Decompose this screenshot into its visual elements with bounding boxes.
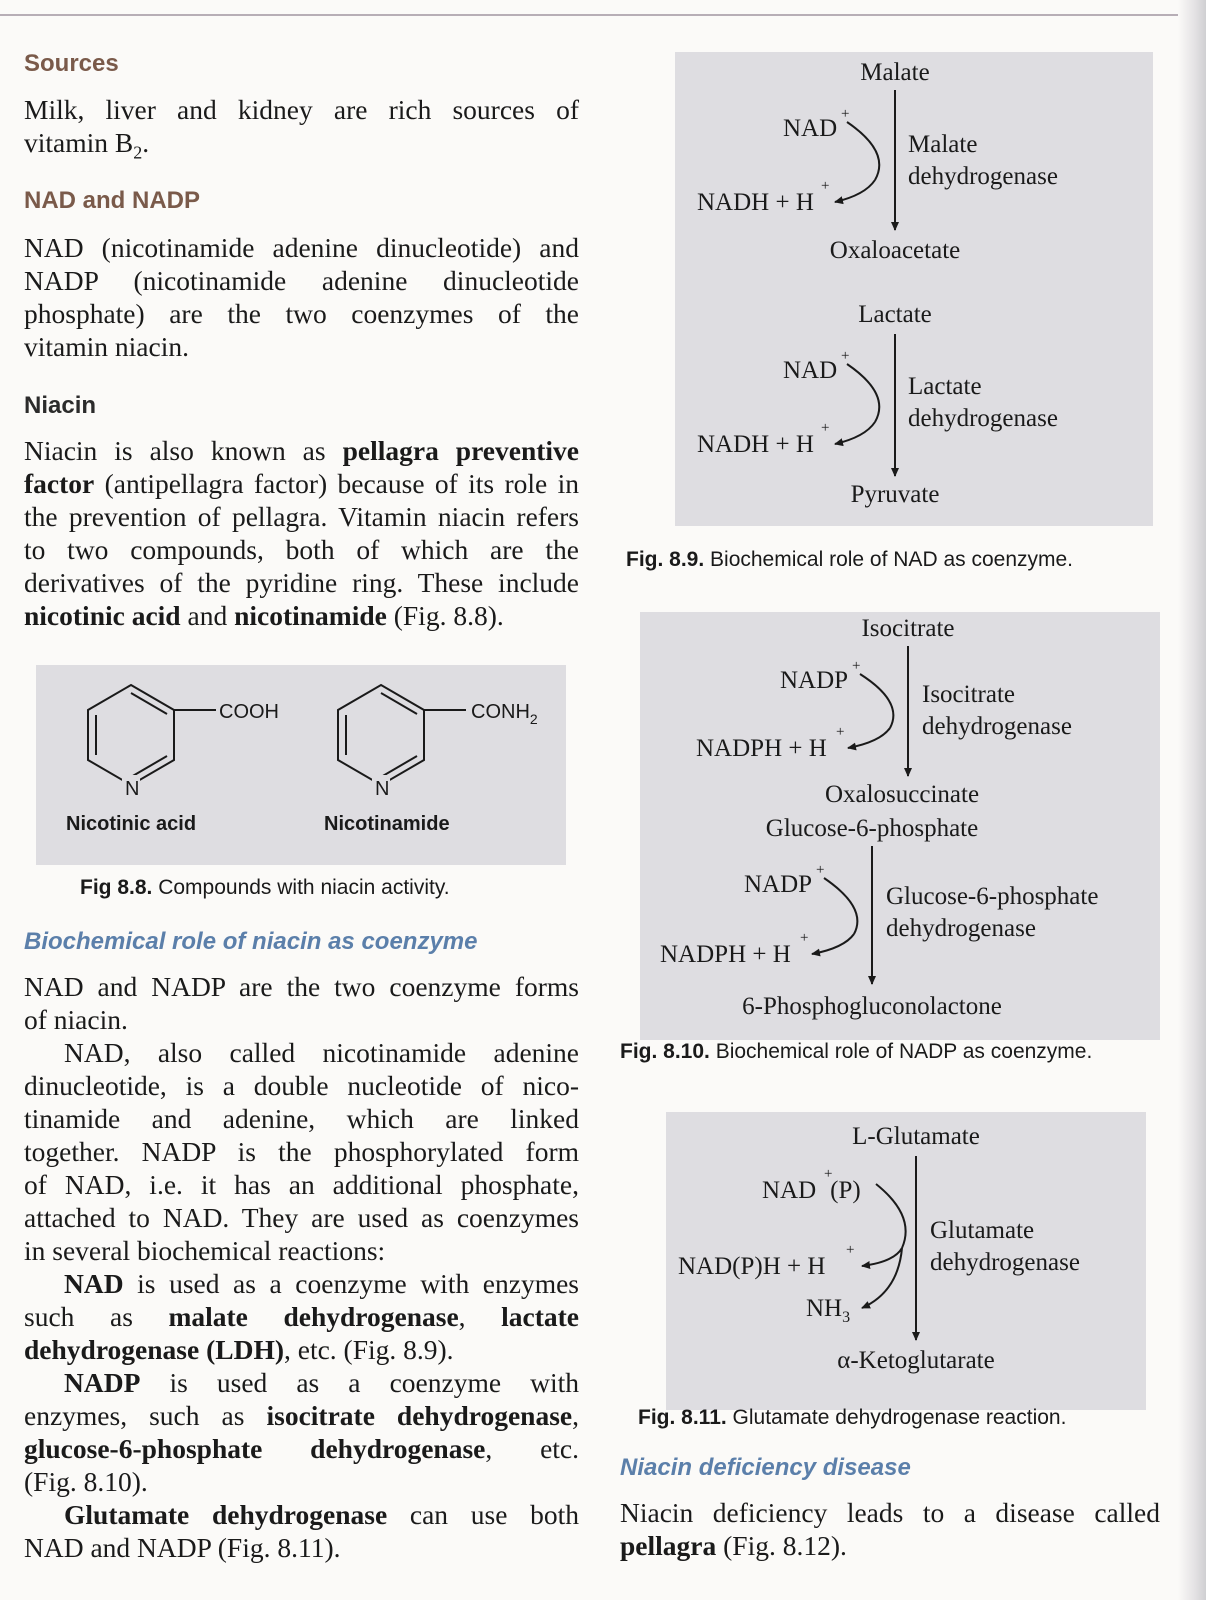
- nadph-out-label-2: NADPH + H: [660, 941, 791, 968]
- niacin-paragraph: [24, 434, 579, 632]
- g6p-enzyme-line1: Glucose-6-phosphate: [886, 883, 1099, 910]
- niacin-line-5: derivatives of the pyridine ring. These include: [24, 567, 579, 598]
- biochem-line-1: NAD and NADP are the two coenzyme forms: [24, 971, 579, 1002]
- niacin-line-6: nicotinic acid and nicotinamide (Fig. 8.8).: [24, 600, 504, 631]
- isocitrate-enzyme-line2: dehydrogenase: [922, 713, 1072, 740]
- figure-8-10: [640, 612, 1160, 1040]
- glu-use-line-2: NAD and NADP (Fig. 8.11).: [24, 1532, 341, 1563]
- nicotinic-acid-ring: [88, 685, 216, 785]
- glutamate-curve-bottom: [862, 1248, 902, 1308]
- nadph-out-sup-3: +: [846, 1242, 855, 1258]
- figure-8-11: [666, 1112, 1146, 1410]
- cooh-label: COOH: [219, 701, 279, 723]
- conh2-label: $CONH_2$: [471, 701, 538, 727]
- isocitrate-curve-bottom: [848, 728, 890, 748]
- isocitrate-label: Isocitrate: [861, 615, 955, 642]
- biochem-line-8: attached to NAD. They are used as coenzymes: [24, 1202, 579, 1233]
- figure-8-10-caption: Fig. 8.10. Biochemical role of NADP as coenzyme.: [620, 1040, 1093, 1063]
- nad-nadp-line-2: NADP (nicotinamide adenine dinucleotide: [24, 265, 579, 296]
- figure-8-8-caption: Fig 8.8. Compounds with niacin activity.: [80, 876, 450, 899]
- nad-nadp-line-1: NAD (nicotinamide adenine dinucleotide) and: [24, 232, 579, 263]
- biochem-line-7: of NAD, i.e. it has an additional phosphate,: [24, 1169, 579, 1200]
- lactate-enzyme-line2: dehydrogenase: [908, 405, 1058, 432]
- niacin-line-3: the prevention of pellagra. Vitamin niacin refers: [24, 501, 579, 532]
- page-top-rule: [0, 14, 1206, 16]
- oxalosuccinate-label: Oxalosuccinate: [824, 781, 980, 808]
- figure-8-10-diagram: [640, 612, 1160, 1040]
- g6p-curve-bottom: [812, 934, 854, 954]
- nad-in-label-2: NAD: [783, 357, 838, 384]
- nh3-label: $NH_3$: [806, 1295, 851, 1326]
- biochem-heading: Biochemical role of niacin as coenzyme: [24, 928, 478, 955]
- figure-8-9-caption: Fig. 8.9. Biochemical role of NAD as coenzyme.: [626, 548, 1073, 571]
- nad-in-label: NAD: [783, 115, 838, 142]
- nadp-in-sup-2: +: [816, 862, 825, 878]
- glutamate-enzyme-line1: Glutamate: [930, 1217, 1035, 1244]
- biochem-line-6: together. NADP is the phosphorylated form: [24, 1136, 579, 1167]
- nadh-out-label-2: NADH + H: [697, 431, 814, 458]
- niacin-line-1: Niacin is also known as pellagra preventive: [24, 435, 579, 466]
- nad-use-line-3: dehydrogenase (LDH), etc. (Fig. 8.9).: [24, 1334, 454, 1365]
- sources-heading: Sources: [24, 50, 119, 77]
- nadph-out-sup-2: +: [800, 930, 809, 946]
- niacin-line-2: factor (antipellagra factor) because of its role in: [24, 468, 579, 499]
- l-glutamate-label: L-Glutamate: [852, 1123, 980, 1150]
- nadph-out-label: NADPH + H: [696, 735, 827, 762]
- malate-curve-top: [847, 122, 879, 180]
- nadph-out-label-3: NAD(P)H + H: [678, 1253, 826, 1280]
- nadp-use-line-4: (Fig. 8.10).: [24, 1466, 148, 1497]
- nadp-use-line-3: glucose-6-phosphate dehydrogenase, etc.: [24, 1433, 579, 1464]
- nadp-in-label-3: NAD (P): [762, 1177, 861, 1204]
- nicotinamide-label: Nicotinamide: [324, 813, 450, 835]
- nad-nadp-line-3: phosphate) are the two coenzymes of the: [24, 298, 579, 329]
- malate-enzyme-line2: dehydrogenase: [908, 163, 1058, 190]
- page-edge-shadow: [1178, 0, 1206, 1600]
- nicotinic-acid-label: Nicotinic acid: [66, 813, 197, 835]
- biochem-line-2: of niacin.: [24, 1004, 128, 1035]
- nad-in-sup: +: [841, 106, 850, 122]
- nadp-in-label: NADP: [780, 667, 849, 694]
- g6p-enzyme-line2: dehydrogenase: [886, 915, 1036, 942]
- niacin-heading: Niacin: [24, 392, 97, 419]
- nad-nadp-heading: NAD and NADP: [24, 187, 201, 214]
- lactate-curve-top: [847, 364, 879, 422]
- biochem-line-9: in several biochemical reactions:: [24, 1235, 386, 1266]
- oxaloacetate-label: Oxaloacetate: [829, 237, 961, 264]
- alpha-ketoglutarate-label: α-Ketoglutarate: [837, 1347, 995, 1374]
- deficiency-paragraph: [620, 1496, 1160, 1562]
- sources-line-2: vitamin $B_2$.: [24, 127, 150, 163]
- niacin-line-4: to two compounds, both of which are the: [24, 534, 579, 565]
- malate-label: Malate: [860, 59, 930, 86]
- g6p-curve-top: [824, 878, 857, 934]
- nad-in-sup-2: +: [841, 348, 850, 364]
- nicotinic-n-label: N: [125, 778, 140, 800]
- glucose-6-phosphate-label: Glucose-6-phosphate: [765, 815, 979, 842]
- glutamate-curve-top: [876, 1184, 906, 1248]
- sources-line-1: Milk, liver and kidney are rich sources of: [24, 94, 579, 125]
- nad-use-line-2: such as malate dehydrogenase, lactate: [24, 1301, 579, 1332]
- biochem-paragraph: [24, 970, 579, 1564]
- nad-use-line-1: NAD is used as a coenzyme with enzymes: [64, 1268, 579, 1299]
- pyruvate-label: Pyruvate: [850, 481, 940, 508]
- nadp-in-sup: +: [852, 658, 861, 674]
- nadp-in-label-2: NADP: [744, 871, 813, 898]
- lactate-enzyme-line1: Lactate: [908, 373, 982, 400]
- nadh-out-sup: +: [821, 178, 830, 194]
- deficiency-heading: Niacin deficiency disease: [620, 1454, 911, 1481]
- glutamate-enzyme-line2: dehydrogenase: [930, 1249, 1080, 1276]
- glu-use-line-1: Glutamate dehydrogenase can use both: [64, 1499, 579, 1530]
- malate-curve-bottom: [835, 180, 875, 202]
- figure-8-9-diagram: [675, 52, 1153, 526]
- figure-8-8: [36, 665, 566, 865]
- nicotinamide-n-label: N: [375, 778, 390, 800]
- nadp-in-sup-3: +: [824, 1166, 833, 1182]
- nadh-out-label: NADH + H: [697, 189, 814, 216]
- biochem-line-3: NAD, also called nicotinamide adenine: [64, 1037, 579, 1068]
- figure-8-9: [675, 52, 1153, 526]
- nad-nadp-paragraph: [24, 231, 579, 363]
- nadh-out-sup-2: +: [821, 420, 830, 436]
- malate-enzyme-line1: Malate: [908, 131, 978, 158]
- figure-8-11-caption: Fig. 8.11. Glutamate dehydrogenase reaction.: [638, 1406, 1067, 1429]
- isocitrate-curve-top: [860, 674, 893, 728]
- nadp-use-line-2: enzymes, such as isocitrate dehydrogenase,: [24, 1400, 580, 1431]
- deficiency-line-2: pellagra (Fig. 8.12).: [620, 1530, 847, 1561]
- nad-nadp-line-4: vitamin niacin.: [24, 331, 189, 362]
- figure-8-8-structures: [36, 665, 566, 865]
- sources-paragraph: [24, 93, 579, 163]
- biochem-line-4: dinucleotide, is a double nucleotide of nico-: [24, 1070, 579, 1101]
- nadp-use-line-1: NADP is used as a coenzyme with: [64, 1367, 579, 1398]
- nicotinamide-ring: [338, 685, 466, 785]
- biochem-line-5: tinamide and adenine, which are linked: [24, 1103, 579, 1134]
- isocitrate-enzyme-line1: Isocitrate: [922, 681, 1016, 708]
- phosphogluconolactone-label: 6-Phosphogluconolactone: [742, 993, 1002, 1020]
- figure-8-11-diagram: [666, 1112, 1146, 1410]
- glutamate-curve-mid: [862, 1248, 902, 1266]
- lactate-label: Lactate: [858, 301, 932, 328]
- lactate-curve-bottom: [835, 422, 875, 444]
- nadph-out-sup: +: [836, 724, 845, 740]
- deficiency-line-1: Niacin deficiency leads to a disease called: [620, 1497, 1160, 1528]
